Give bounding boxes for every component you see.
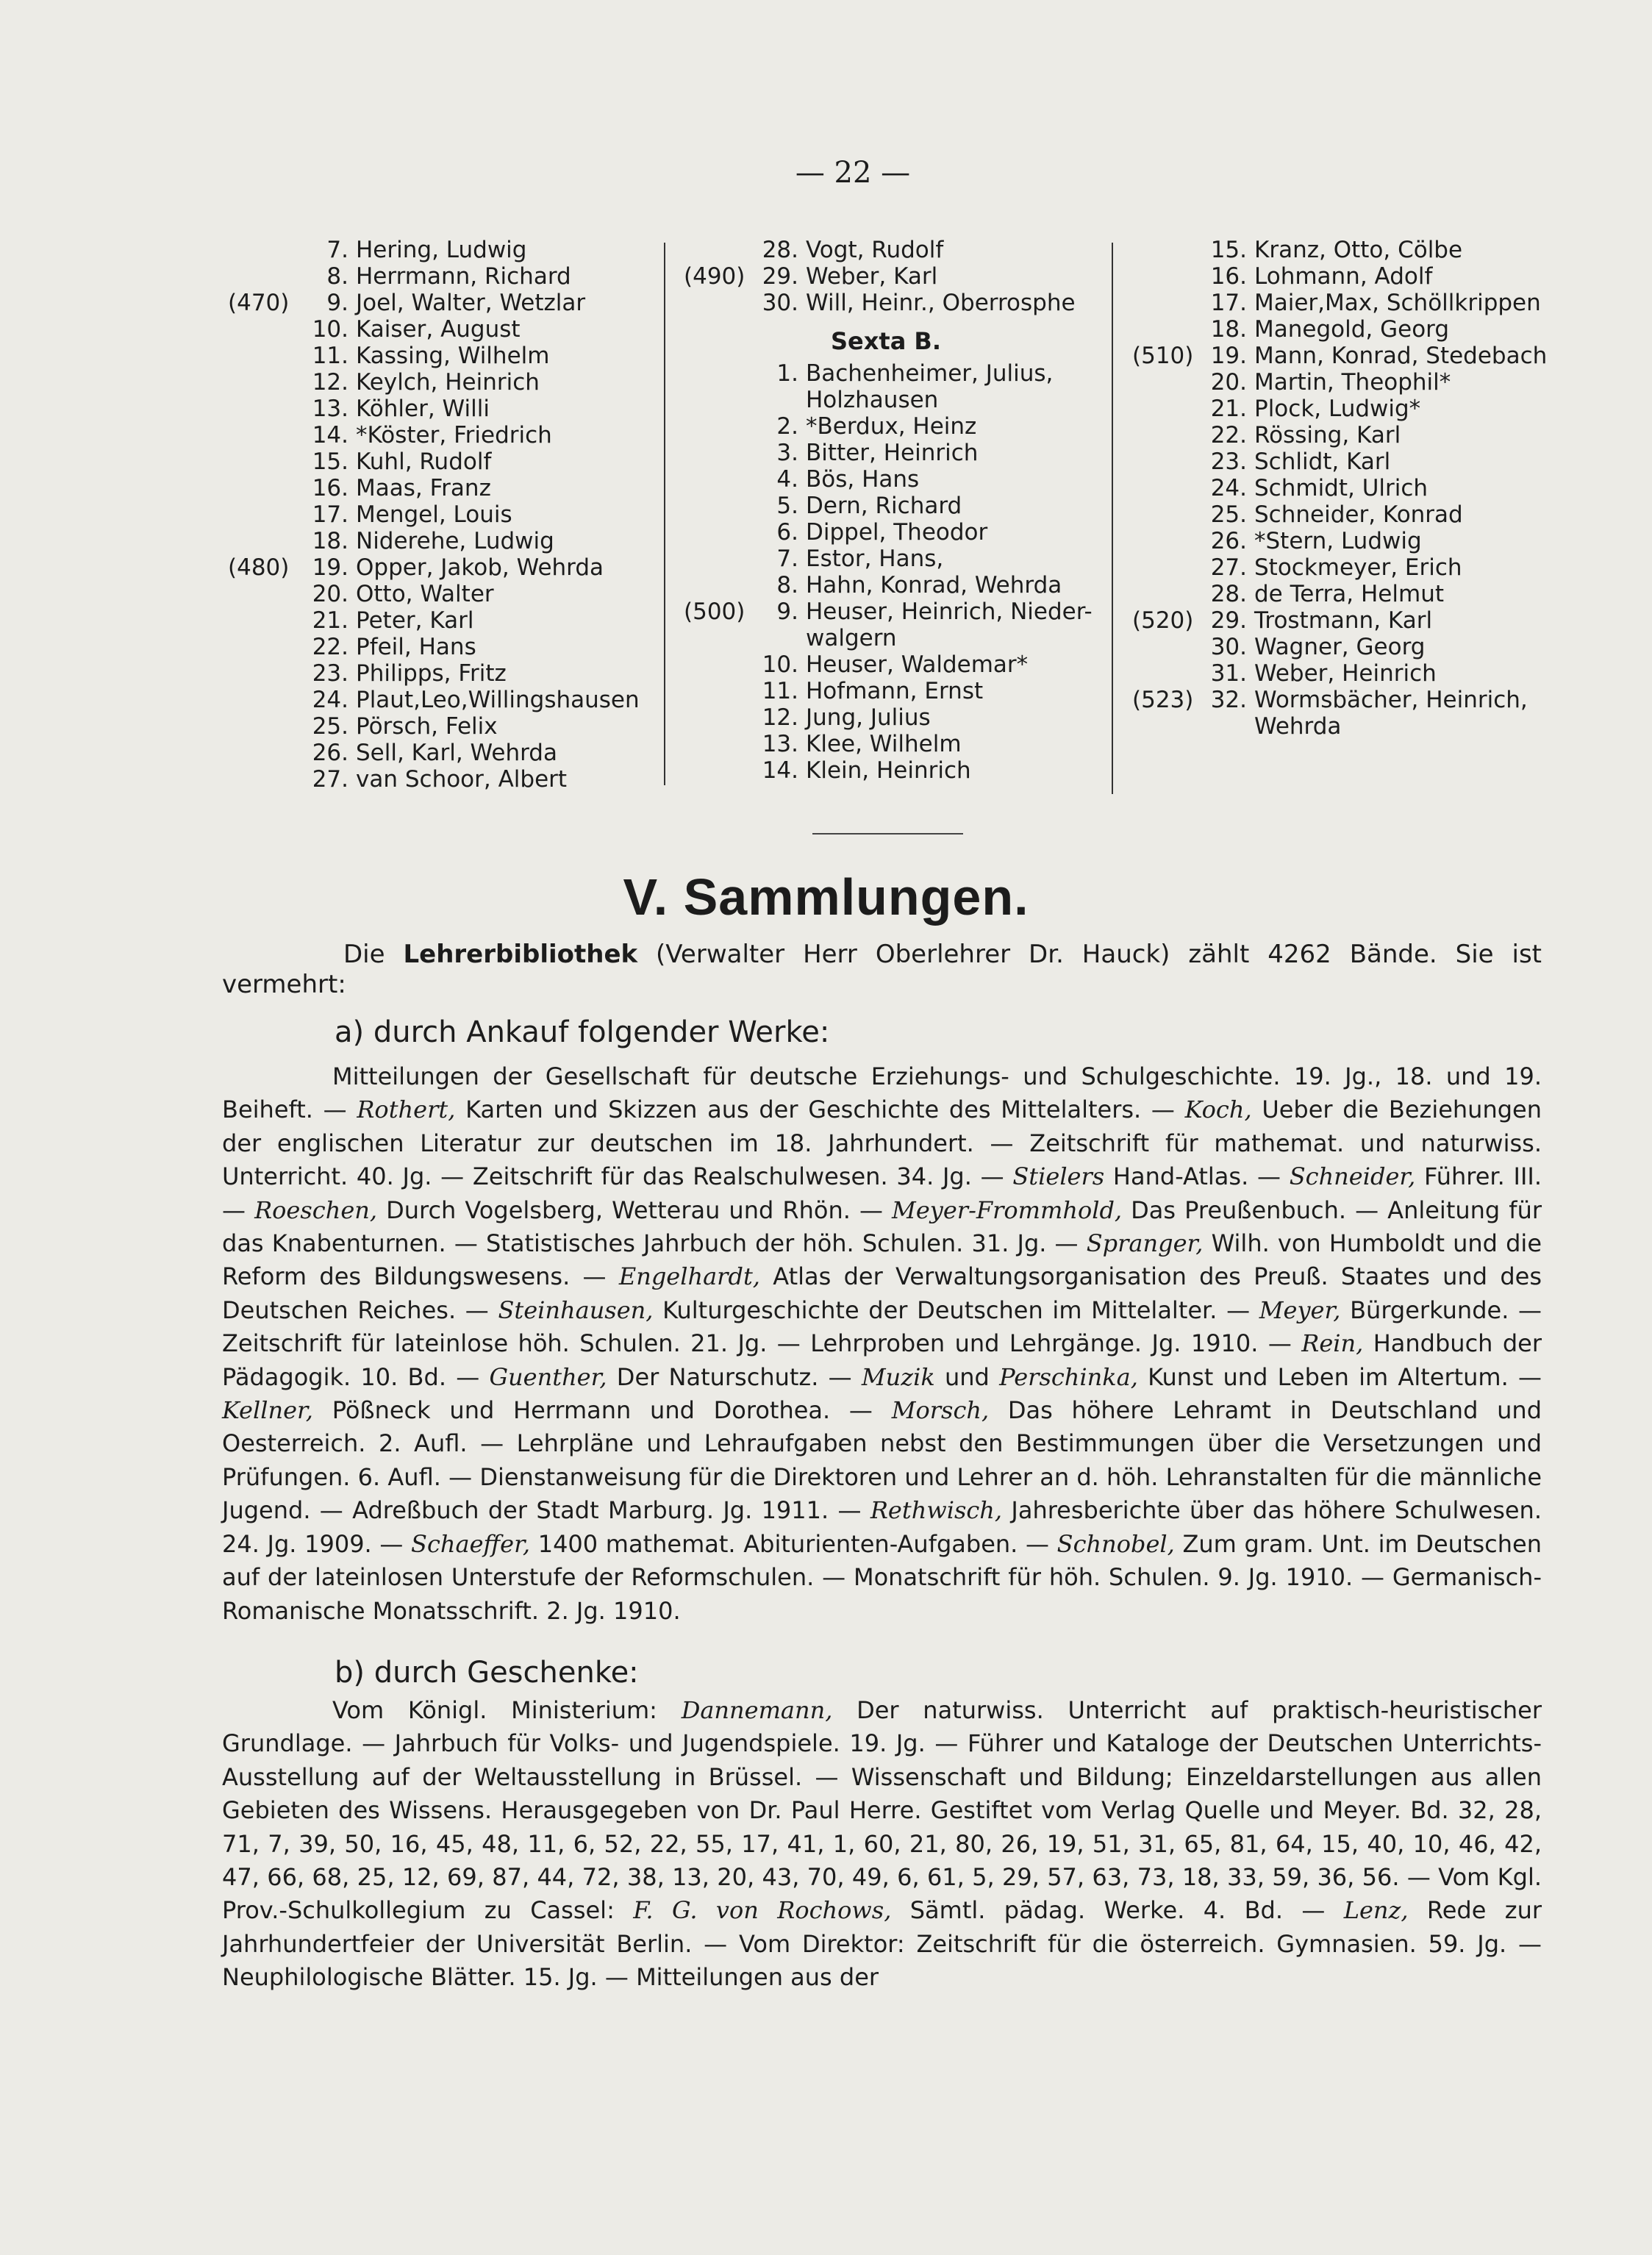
- text-run: Wilh. von Humboldt und die Reform des Bildungswesens. —: [222, 1229, 1542, 1291]
- text-run: Mitteilungen der Gesellschaft für deutsche Erziehungs- und Schulgeschichte. 19. Jg., 18. und 19. Beiheft. —: [222, 1062, 1542, 1124]
- list-item-name: Wagner, Georg: [1254, 634, 1426, 660]
- list-item-marker: [684, 546, 757, 572]
- text-run: Der naturwiss. Unterricht auf praktisch-heuristischer Grundlage. — Jahrbuch für Volks- und Jugendspiele. 19. Jg. — Führer und Kataloge der Deutschen Unterrichts-Ausstellung auf der Weltausstellung in Brüssel. — Wissenschaft und Bildung; Einzeldarstellungen aus allen Gebieten des Wissens. Herausgegeben von Dr. Paul Herre. Gestiftet vom Verlag Quelle und Meyer. Bd. 32, 28, 71, 7, 39, 50, 16, 45, 48, 11, 6, 52, 22, 55, 17, 41, 1, 60, 21, 80, 26, 19, 51, 31, 65, 81, 64, 15, 40, 10, 46, 42, 47, 66, 68, 25, 12, 69, 87, 44, 72, 38, 13, 20, 43, 70, 49, 6, 61, 5, 29, 57, 63, 73, 18, 33, 59, 36, 56. — Vom Kgl. Prov.-Schulkollegium zu Cassel:: [222, 1696, 1542, 1925]
- author-name: F. G. von Rochows,: [633, 1896, 892, 1925]
- list-item-number: 20.: [1210, 369, 1247, 396]
- list-item-marker: [228, 501, 307, 528]
- author-name: Meyer-Frommhold,: [892, 1196, 1123, 1224]
- list-item: [228, 316, 662, 343]
- section-heading: V. Sammlungen.: [623, 868, 1029, 926]
- list-item: [684, 651, 1114, 678]
- list-item-name: Schmidt, Ulrich: [1254, 475, 1428, 501]
- list-item-number: 2.: [776, 413, 798, 440]
- list-item-marker: [1132, 316, 1206, 343]
- list-item-name: Klee, Wilhelm: [806, 731, 962, 757]
- list-item-number: 5.: [776, 493, 798, 519]
- text-run: Rede zur Jahrhundertfeier der Universität Berlin. — Vom Direktor: Zeitschrift für die österreich. Gymnasien. 59. Jg. — Neuphilologische Blätter. 15. Jg. — Mitteilungen aus der: [222, 1896, 1542, 1992]
- list-item: [228, 263, 662, 290]
- library-intro: Die Lehrerbibliothek (Verwalter Herr Oberlehrer Dr. Hauck) zählt 4262 Bände. Sie ist vermehrt:: [222, 940, 1542, 999]
- text-run: Ueber die Beziehungen der englischen Literatur zur deutschen im 18. Jahrhundert. — Zeitschrift für mathemat. und naturwiss. Unterricht. 40. Jg. — Zeitschrift für das Realschulwesen. 34. Jg. —: [222, 1096, 1542, 1191]
- list-item-marker: (480): [228, 554, 290, 581]
- list-item-marker: [684, 731, 757, 757]
- list-item-name: Sell, Karl, Wehrda: [356, 740, 557, 766]
- list-item-marker: [684, 572, 757, 598]
- author-name: Lenz,: [1343, 1896, 1409, 1925]
- list-item-number: 26.: [1210, 528, 1247, 554]
- list-item-marker: (500): [684, 598, 745, 625]
- list-item-number: 15.: [312, 449, 348, 475]
- list-item: [684, 519, 1114, 546]
- list-item: [1132, 687, 1551, 713]
- list-item-number: 23.: [1210, 449, 1247, 475]
- text-run: Führer. III. —: [222, 1162, 1542, 1224]
- list-item-number: 8.: [326, 263, 348, 290]
- list-item-number: 17.: [1210, 290, 1247, 316]
- list-item-name: *Köster, Friedrich: [356, 422, 552, 449]
- list-item-number: 7.: [326, 237, 348, 263]
- list-item: [684, 440, 1114, 466]
- list-item: [1132, 528, 1551, 554]
- list-item-marker: [1132, 660, 1206, 687]
- list-item: [684, 290, 1114, 316]
- list-item-number: 31.: [1210, 660, 1247, 687]
- library-name: Lehrerbibliothek: [403, 940, 638, 969]
- list-item: [228, 713, 662, 740]
- list-item-name: Kuhl, Rudolf: [356, 449, 492, 475]
- list-item-name: Klein, Heinrich: [806, 757, 971, 784]
- list-item-number: 10.: [312, 316, 348, 343]
- text-run: Kulturgeschichte der Deutschen im Mittelalter. —: [653, 1296, 1259, 1324]
- list-item: [684, 546, 1114, 572]
- purchase-list-paragraph: [222, 1060, 1542, 1628]
- list-item-marker: [684, 440, 757, 466]
- list-item: [228, 343, 662, 369]
- list-item-number: 15.: [1210, 237, 1247, 263]
- list-item-name: Wormsbächer, Heinrich,: [1254, 687, 1528, 713]
- author-name: Spranger,: [1086, 1229, 1204, 1258]
- list-item-number: 16.: [1210, 263, 1247, 290]
- list-item-marker: [228, 607, 307, 634]
- list-item-name: Jung, Julius: [806, 704, 931, 731]
- list-item-marker: [228, 396, 307, 422]
- list-item-number: 23.: [312, 660, 348, 687]
- list-item-name: Hering, Ludwig: [356, 237, 527, 263]
- student-list-part-a: [684, 237, 1114, 316]
- list-item-number: 22.: [312, 634, 348, 660]
- author-name: Muzik: [861, 1362, 935, 1391]
- list-item: [1132, 316, 1551, 343]
- list-item: [1132, 396, 1551, 422]
- text-run: Hand-Atlas. —: [1104, 1162, 1290, 1191]
- list-item-name: Maas, Franz: [356, 475, 491, 501]
- list-item-number: 27.: [1210, 554, 1247, 581]
- list-item-marker: [228, 660, 307, 687]
- author-name: Engelhardt,: [618, 1262, 760, 1291]
- student-list-column-2: [684, 237, 1114, 784]
- list-item-number: 11.: [762, 678, 798, 704]
- author-name: Stielers: [1012, 1162, 1105, 1191]
- list-item-marker: [228, 528, 307, 554]
- list-item-name: Joel, Walter, Wetzlar: [356, 290, 586, 316]
- list-item-name: Pörsch, Felix: [356, 713, 498, 740]
- list-item-marker: [684, 413, 757, 440]
- list-item: [228, 290, 662, 316]
- list-item-marker: [684, 651, 757, 678]
- list-item-marker: [1132, 449, 1206, 475]
- list-item-number: 22.: [1210, 422, 1247, 449]
- list-item: [228, 422, 662, 449]
- author-name: Steinhausen,: [498, 1296, 654, 1324]
- list-item: [228, 687, 662, 713]
- list-item-name: Weber, Karl: [806, 263, 938, 290]
- author-name: Rethwisch,: [870, 1496, 1003, 1525]
- list-item-number: 18.: [1210, 316, 1247, 343]
- list-item-marker: [1132, 290, 1206, 316]
- list-item-continuation: Holzhausen: [806, 387, 939, 413]
- list-item: [228, 237, 662, 263]
- list-item-name: Peter, Karl: [356, 607, 474, 634]
- list-item: [228, 766, 662, 793]
- list-item-number: 24.: [312, 687, 348, 713]
- text-run: und: [934, 1362, 1000, 1391]
- student-list-column-1: [228, 237, 662, 793]
- list-item-marker: [1132, 581, 1206, 607]
- subsection-purchase: a) durch Ankauf folgender Werke:: [335, 1015, 830, 1049]
- author-name: Koch,: [1184, 1096, 1252, 1124]
- list-item: [684, 572, 1114, 598]
- list-item-marker: [1132, 396, 1206, 422]
- list-item-name: Pfeil, Hans: [356, 634, 476, 660]
- text-run: Karten und Skizzen aus der Geschichte des Mittelalters. —: [455, 1096, 1185, 1124]
- author-name: Rothert,: [357, 1096, 456, 1124]
- list-item-marker: (520): [1132, 607, 1194, 634]
- list-item-name: Trostmann, Karl: [1254, 607, 1433, 634]
- subsection-gifts: b) durch Geschenke:: [335, 1656, 639, 1690]
- list-item-marker: [228, 687, 307, 713]
- author-name: Rein,: [1301, 1329, 1364, 1358]
- list-item-marker: (490): [684, 263, 745, 290]
- list-item-marker: [684, 519, 757, 546]
- text-run: Jahresberichte über das höhere Schulwesen. 24. Jg. 1909. —: [222, 1496, 1542, 1558]
- list-item-marker: (523): [1132, 687, 1194, 713]
- list-item-marker: [228, 475, 307, 501]
- list-item: [1132, 237, 1551, 263]
- list-item-name: Plaut,Leo,Willingshausen: [356, 687, 640, 713]
- author-name: Roeschen,: [254, 1196, 378, 1224]
- list-item: [684, 757, 1114, 784]
- list-item-marker: [1132, 501, 1206, 528]
- list-item-marker: [228, 422, 307, 449]
- list-item: [228, 607, 662, 634]
- list-item-name: Vogt, Rudolf: [806, 237, 944, 263]
- author-name: Schnobel,: [1056, 1529, 1175, 1558]
- list-item-name: Bitter, Heinrich: [806, 440, 979, 466]
- list-item-name: Heuser, Waldemar*: [806, 651, 1029, 678]
- text-run: Atlas der Verwaltungsorganisation des Preuß. Staates und des Deutschen Reiches. —: [222, 1262, 1542, 1324]
- list-item: [228, 581, 662, 607]
- list-item-number: 18.: [312, 528, 348, 554]
- author-name: Morsch,: [891, 1396, 990, 1425]
- list-item: [1132, 369, 1551, 396]
- list-item-number: 12.: [762, 704, 798, 731]
- list-item-marker: [228, 581, 307, 607]
- list-item-number: 25.: [1210, 501, 1247, 528]
- list-item-number: 19.: [1210, 343, 1247, 369]
- list-item: [228, 660, 662, 687]
- list-item-marker: [1132, 528, 1206, 554]
- author-name: Dannemann,: [681, 1696, 833, 1724]
- list-item-marker: [228, 740, 307, 766]
- list-item: [684, 360, 1114, 387]
- list-item: [1132, 634, 1551, 660]
- list-item: [1132, 581, 1551, 607]
- list-item-number: 14.: [312, 422, 348, 449]
- author-name: Meyer,: [1259, 1296, 1341, 1324]
- student-list-column-3: [1132, 237, 1551, 740]
- list-item-marker: [228, 263, 307, 290]
- list-item-name: *Stern, Ludwig: [1254, 528, 1422, 554]
- list-item-continuation: Wehrda: [1254, 713, 1342, 740]
- list-item: [228, 475, 662, 501]
- list-item-marker: [684, 757, 757, 784]
- list-item-number: 28.: [762, 237, 798, 263]
- list-item-name: Maier,Max, Schöllkrippen: [1254, 290, 1541, 316]
- list-item: [228, 449, 662, 475]
- text-run: Der Naturschutz. —: [607, 1362, 862, 1391]
- list-item-number: 11.: [312, 343, 348, 369]
- list-item-marker: [1132, 237, 1206, 263]
- list-item-marker: [1132, 369, 1206, 396]
- list-item: [1132, 475, 1551, 501]
- list-item: [228, 634, 662, 660]
- list-item-name: Will, Heinr., Oberrosphe: [806, 290, 1076, 316]
- list-item-marker: [228, 713, 307, 740]
- list-item: [684, 493, 1114, 519]
- author-name: Schaeffer,: [411, 1529, 531, 1558]
- list-item-number: 8.: [776, 572, 798, 598]
- section-rule: [812, 833, 963, 835]
- list-item: [228, 501, 662, 528]
- list-item-name: Opper, Jakob, Wehrda: [356, 554, 604, 581]
- list-item-name: Otto, Walter: [356, 581, 494, 607]
- list-item-name: van Schoor, Albert: [356, 766, 568, 793]
- list-item: [1132, 290, 1551, 316]
- list-item-name: Kranz, Otto, Cölbe: [1254, 237, 1463, 263]
- list-item-name: *Berdux, Heinz: [806, 413, 977, 440]
- list-item-name: Heuser, Heinrich, Nieder-: [806, 598, 1093, 625]
- list-item-number: 4.: [776, 466, 798, 493]
- text-run: Bürgerkunde. — Zeitschrift für lateinlose höh. Schulen. 21. Jg. — Lehrproben und Lehrgänge. Jg. 1910. —: [222, 1296, 1542, 1358]
- list-item: [1132, 501, 1551, 528]
- list-item-name: Weber, Heinrich: [1254, 660, 1437, 687]
- list-item: [684, 731, 1114, 757]
- list-item-name: Hofmann, Ernst: [806, 678, 984, 704]
- list-item-marker: [684, 237, 757, 263]
- text-run: Das höhere Lehramt in Deutschland und Oesterreich. 2. Aufl. — Lehrpläne und Lehraufgaben nebst den Bestimmungen über die Versetzungen und Prüfungen. 6. Aufl. — Dienstanweisung für die Direktoren und Lehrer an d. höh. Lehranstalten für die männliche Jugend. — Adreßbuch der Stadt Marburg. Jg. 1911. —: [222, 1396, 1542, 1525]
- text-run: Zum gram. Unt. im Deutschen auf der lateinlosen Unterstufe der Reformschulen. — Monatschrift für höh. Schulen. 9. Jg. 1910. — Germanisch-Romanische Monatsschrift. 2. Jg. 1910.: [222, 1529, 1542, 1625]
- list-item-name: Plock, Ludwig*: [1254, 396, 1421, 422]
- list-item-marker: [228, 369, 307, 396]
- list-item-number: 13.: [312, 396, 348, 422]
- gifts-list-paragraph: [222, 1694, 1542, 1995]
- list-item-name: Köhler, Willi: [356, 396, 490, 422]
- text-run: Sämtl. pädag. Werke. 4. Bd. —: [891, 1896, 1344, 1925]
- list-item: [1132, 554, 1551, 581]
- list-item-number: 9.: [776, 598, 798, 625]
- list-item-name: Dern, Richard: [806, 493, 962, 519]
- list-item-number: 30.: [1210, 634, 1247, 660]
- list-item-marker: [1132, 475, 1206, 501]
- list-item-number: 13.: [762, 731, 798, 757]
- text-run: Das Preußenbuch. — Anleitung für das Knabenturnen. — Statistisches Jahrbuch der höh. Schulen. 31. Jg. —: [222, 1196, 1542, 1258]
- list-item-marker: [684, 704, 757, 731]
- list-item-number: 30.: [762, 290, 798, 316]
- list-item-number: 17.: [312, 501, 348, 528]
- list-item-marker: [228, 316, 307, 343]
- list-item-marker: [228, 449, 307, 475]
- list-item-number: 14.: [762, 757, 798, 784]
- list-item-name: Manegold, Georg: [1254, 316, 1450, 343]
- list-item-name: Bachenheimer, Julius,: [806, 360, 1054, 387]
- list-item-number: 12.: [312, 369, 348, 396]
- text-run: Durch Vogelsberg, Wetterau und Rhön. —: [377, 1196, 893, 1224]
- list-item-marker: [228, 766, 307, 793]
- list-item-name: Bös, Hans: [806, 466, 920, 493]
- list-item-number: 1.: [776, 360, 798, 387]
- list-item: [1132, 343, 1551, 369]
- list-item-marker: [684, 360, 757, 387]
- list-item-marker: [228, 237, 307, 263]
- text-run: Vom Königl. Ministerium:: [332, 1696, 682, 1724]
- list-item-marker: (510): [1132, 343, 1194, 369]
- list-item: [228, 554, 662, 581]
- list-item-marker: [684, 290, 757, 316]
- list-item-marker: [228, 343, 307, 369]
- list-item-number: 28.: [1210, 581, 1247, 607]
- list-item: [684, 678, 1114, 704]
- list-item-marker: [684, 466, 757, 493]
- list-item-number: 20.: [312, 581, 348, 607]
- list-item-marker: [1132, 554, 1206, 581]
- list-item-name: Estor, Hans,: [806, 546, 944, 572]
- author-name: Schneider,: [1289, 1162, 1416, 1191]
- list-item: [684, 263, 1114, 290]
- author-name: Perschinka,: [999, 1362, 1138, 1391]
- list-item-marker: [1132, 634, 1206, 660]
- list-item: [684, 237, 1114, 263]
- list-item-name: Herrmann, Richard: [356, 263, 571, 290]
- list-item-name: Martin, Theophil*: [1254, 369, 1451, 396]
- column-divider: [664, 243, 665, 785]
- list-item-number: 21.: [312, 607, 348, 634]
- list-item-marker: [684, 493, 757, 519]
- list-item: [1132, 263, 1551, 290]
- author-name: Kellner,: [222, 1396, 313, 1425]
- list-item-name: Stockmeyer, Erich: [1254, 554, 1462, 581]
- list-item: [684, 704, 1114, 731]
- list-item: [684, 598, 1114, 625]
- list-item-number: 27.: [312, 766, 348, 793]
- list-item: [228, 396, 662, 422]
- list-item-number: 26.: [312, 740, 348, 766]
- list-item: [228, 369, 662, 396]
- list-item-name: Rössing, Karl: [1254, 422, 1401, 449]
- list-item-marker: [1132, 422, 1206, 449]
- list-item-number: 6.: [776, 519, 798, 546]
- list-item-name: Kaiser, August: [356, 316, 521, 343]
- list-item-number: 10.: [762, 651, 798, 678]
- list-item-continuation: walgern: [806, 625, 897, 651]
- list-item-number: 29.: [762, 263, 798, 290]
- list-item-name: de Terra, Helmut: [1254, 581, 1444, 607]
- list-item-number: 7.: [776, 546, 798, 572]
- student-list-part-b: [684, 360, 1114, 784]
- list-item: [228, 740, 662, 766]
- page-number: — 22 —: [795, 156, 911, 190]
- list-item-name: Kassing, Wilhelm: [356, 343, 550, 369]
- list-item-number: 32.: [1210, 687, 1247, 713]
- list-item-name: Lohmann, Adolf: [1254, 263, 1433, 290]
- text-run: Kunst und Leben im Altertum. —: [1137, 1362, 1542, 1391]
- column-divider: [1112, 243, 1113, 794]
- list-item-number: 29.: [1210, 607, 1247, 634]
- list-item-name: Dippel, Theodor: [806, 519, 988, 546]
- list-item-number: 19.: [312, 554, 348, 581]
- list-item-name: Schneider, Konrad: [1254, 501, 1463, 528]
- list-item-name: Philipps, Fritz: [356, 660, 507, 687]
- list-item: [1132, 422, 1551, 449]
- list-item: [228, 528, 662, 554]
- list-item: [1132, 660, 1551, 687]
- list-item-name: Hahn, Konrad, Wehrda: [806, 572, 1062, 598]
- text-run: 1400 mathemat. Abiturienten-Aufgaben. —: [530, 1529, 1057, 1558]
- list-item-marker: [684, 678, 757, 704]
- text-run: Handbuch der Pädagogik. 10. Bd. —: [222, 1329, 1542, 1391]
- list-item-number: 25.: [312, 713, 348, 740]
- list-item-name: Mann, Konrad, Stedebach: [1254, 343, 1548, 369]
- list-item-name: Keylch, Heinrich: [356, 369, 540, 396]
- list-item-number: 16.: [312, 475, 348, 501]
- list-item-number: 9.: [326, 290, 348, 316]
- author-name: Guenther,: [489, 1362, 607, 1391]
- list-item-number: 24.: [1210, 475, 1247, 501]
- list-item: [684, 413, 1114, 440]
- list-item: [684, 466, 1114, 493]
- list-item-marker: [1132, 263, 1206, 290]
- class-heading: Sexta B.: [831, 327, 941, 355]
- list-item-name: Mengel, Louis: [356, 501, 512, 528]
- list-item: [1132, 449, 1551, 475]
- list-item: [1132, 607, 1551, 634]
- list-item-number: 3.: [776, 440, 798, 466]
- list-item-marker: [228, 634, 307, 660]
- list-item-name: Schlidt, Karl: [1254, 449, 1391, 475]
- list-item-marker: (470): [228, 290, 290, 316]
- list-item-name: Niderehe, Ludwig: [356, 528, 554, 554]
- text-run: Pößneck und Herrmann und Dorothea. —: [312, 1396, 892, 1425]
- list-item-number: 21.: [1210, 396, 1247, 422]
